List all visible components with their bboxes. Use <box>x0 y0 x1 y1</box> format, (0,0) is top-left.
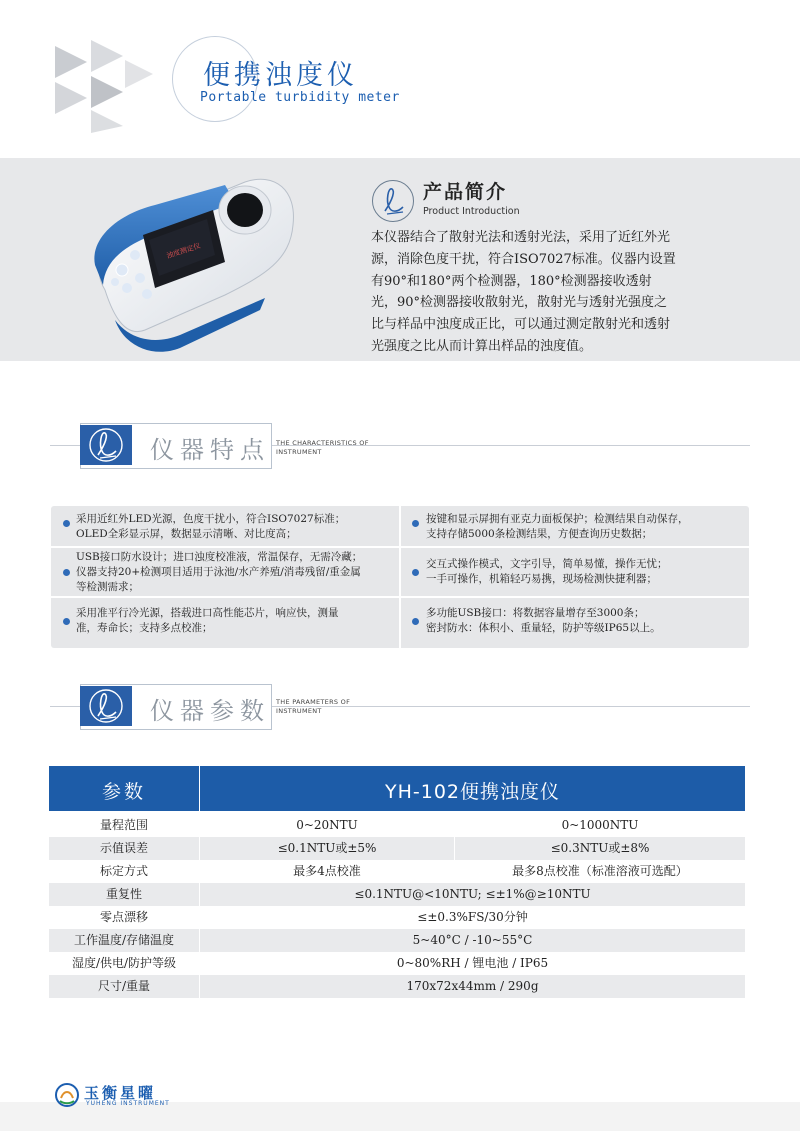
features-subtitle <box>276 439 369 457</box>
row-label: 标定方式 <box>99 864 148 878</box>
intro-line: 光强度之比从而计算出样品的浊度值。 <box>371 338 593 354</box>
row-label: 量程范围 <box>99 818 148 832</box>
feature-item <box>76 512 396 542</box>
row-value-a: 0~20NTU <box>296 818 358 832</box>
feature-line: 采用准平行冷光源，搭载进口高性能芯片，响应快，测量 <box>76 607 339 619</box>
row-value: 5~40°C / -10~55°C <box>412 933 533 947</box>
feature-line: 等检测需求； <box>76 581 139 593</box>
row-value: 0~80%RH / 锂电池 / IP65 <box>396 956 549 970</box>
pen-signature-icon <box>372 180 414 222</box>
row-label: 工作温度/存储温度 <box>73 933 175 947</box>
feature-line: USB接口防水设计；进口浊度校准液，常温保存，无需冷藏； <box>76 551 363 563</box>
pen-signature-icon <box>80 425 132 465</box>
row-value-b: ≤0.3NTU或±8% <box>550 841 650 855</box>
triangle-decoration <box>45 38 155 133</box>
bullet-icon <box>63 520 70 527</box>
intro-line: 有90°和180°两个检测器，180°检测器接收透射 <box>371 273 652 289</box>
table-row <box>49 929 745 952</box>
feature-line: 仪器支持20+检测项目适用于泳池/水产养殖/消毒残留/重金属 <box>76 566 361 578</box>
row-value: ≤±0.3%FS/30分钟 <box>417 910 528 924</box>
pen-signature-icon <box>80 686 132 726</box>
row-value: ≤0.1NTU@<10NTU; ≤±1%@≥10NTU <box>354 887 591 901</box>
feature-line: 密封防水：体积小、重量轻，防护等级IP65以上。 <box>426 622 661 634</box>
brand-name: 玉衡星曜 <box>84 1084 157 1102</box>
table-row <box>49 860 745 883</box>
feature-line: 交互式操作模式，文字引导，简单易懂，操作无忧； <box>426 558 668 570</box>
table-header-model: YH-102便携浊度仪 <box>384 781 560 803</box>
row-label: 湿度/供电/防护等级 <box>71 956 177 970</box>
intro-subtitle: Product Introduction <box>423 206 520 217</box>
intro-line: 源，消除色度干扰，符合ISO7027标准。仪器内设置 <box>371 251 676 267</box>
intro-title: 产品简介 <box>423 181 508 203</box>
page-title: 便携浊度仪 <box>203 60 358 91</box>
features-title: 仪器特点 <box>150 436 270 464</box>
bullet-icon <box>63 618 70 625</box>
features-en-line2: INSTRUMENT <box>276 448 322 456</box>
intro-line: 比与样品中浊度成正比，可以通过测定散射光和透射 <box>371 317 671 333</box>
row-value-b: 0~1000NTU <box>561 818 639 832</box>
row-label: 示值误差 <box>99 841 148 855</box>
params-en-line2: INSTRUMENT <box>276 707 322 715</box>
params-subtitle <box>276 698 350 716</box>
bullet-icon <box>412 618 419 625</box>
features-en-line1: THE CHARACTERISTICS OF <box>276 439 369 447</box>
brand-name-en: YUHENG INSTRUMENT <box>86 1100 170 1107</box>
screen-line-1: 浊度 <box>165 248 182 261</box>
params-en-line1: THE PARAMETERS OF <box>276 698 351 706</box>
brand-logo-icon <box>54 1082 80 1108</box>
bullet-icon <box>412 569 419 576</box>
table-row <box>49 837 745 860</box>
bullet-icon <box>412 520 419 527</box>
row-label: 重复性 <box>105 887 142 901</box>
feature-line: 采用近红外LED光源，色度干扰小，符合ISO7027标准； <box>76 513 346 525</box>
intro-line: 本仪器结合了散射光法和透射光法，采用了近红外光 <box>371 230 671 245</box>
table-header-param: 参数 <box>101 781 146 803</box>
feature-line: 支持存储5000条检测结果，方便查询历史数据； <box>426 528 653 540</box>
row-value: 170x72x44mm / 290g <box>406 979 539 993</box>
grid-divider <box>399 506 401 648</box>
page-subtitle: Portable turbidity meter <box>200 90 400 105</box>
row-value-a: ≤0.1NTU或±5% <box>277 841 377 855</box>
feature-item <box>426 512 744 542</box>
feature-line: 准，寿命长；支持多点校准； <box>76 622 213 634</box>
row-label: 零点漂移 <box>99 910 148 924</box>
feature-item <box>426 557 744 587</box>
table-row <box>49 975 745 998</box>
turbidity-meter-image <box>85 170 300 360</box>
row-value-a: 最多4点校准 <box>293 864 361 878</box>
table-row <box>49 952 745 975</box>
feature-line: 多功能USB接口：将数据容量增存至3000条； <box>426 607 645 619</box>
feature-item <box>426 606 744 636</box>
params-title: 仪器参数 <box>150 697 270 725</box>
feature-item <box>76 550 396 595</box>
table-row <box>49 814 745 837</box>
intro-paragraph <box>371 227 723 358</box>
table-row <box>49 906 745 929</box>
table-row <box>49 883 745 906</box>
feature-line: 按键和显示屏拥有亚克力面板保护；检测结果自动保存， <box>426 513 689 525</box>
feature-item <box>76 606 396 636</box>
bullet-icon <box>63 569 70 576</box>
row-value-b: 最多8点校准（标准溶液可选配） <box>512 864 688 878</box>
screen-line-2: 测定仪 <box>178 241 202 256</box>
row-label: 尺寸/重量 <box>97 979 151 993</box>
intro-line: 光，90°检测器接收散射光，散射光与透射光强度之 <box>371 295 668 311</box>
feature-line: 一手可操作，机箱轻巧易携，现场检测快捷利器； <box>426 573 657 585</box>
feature-line: OLED全彩显示屏，数据显示清晰、对比度高； <box>76 528 297 540</box>
